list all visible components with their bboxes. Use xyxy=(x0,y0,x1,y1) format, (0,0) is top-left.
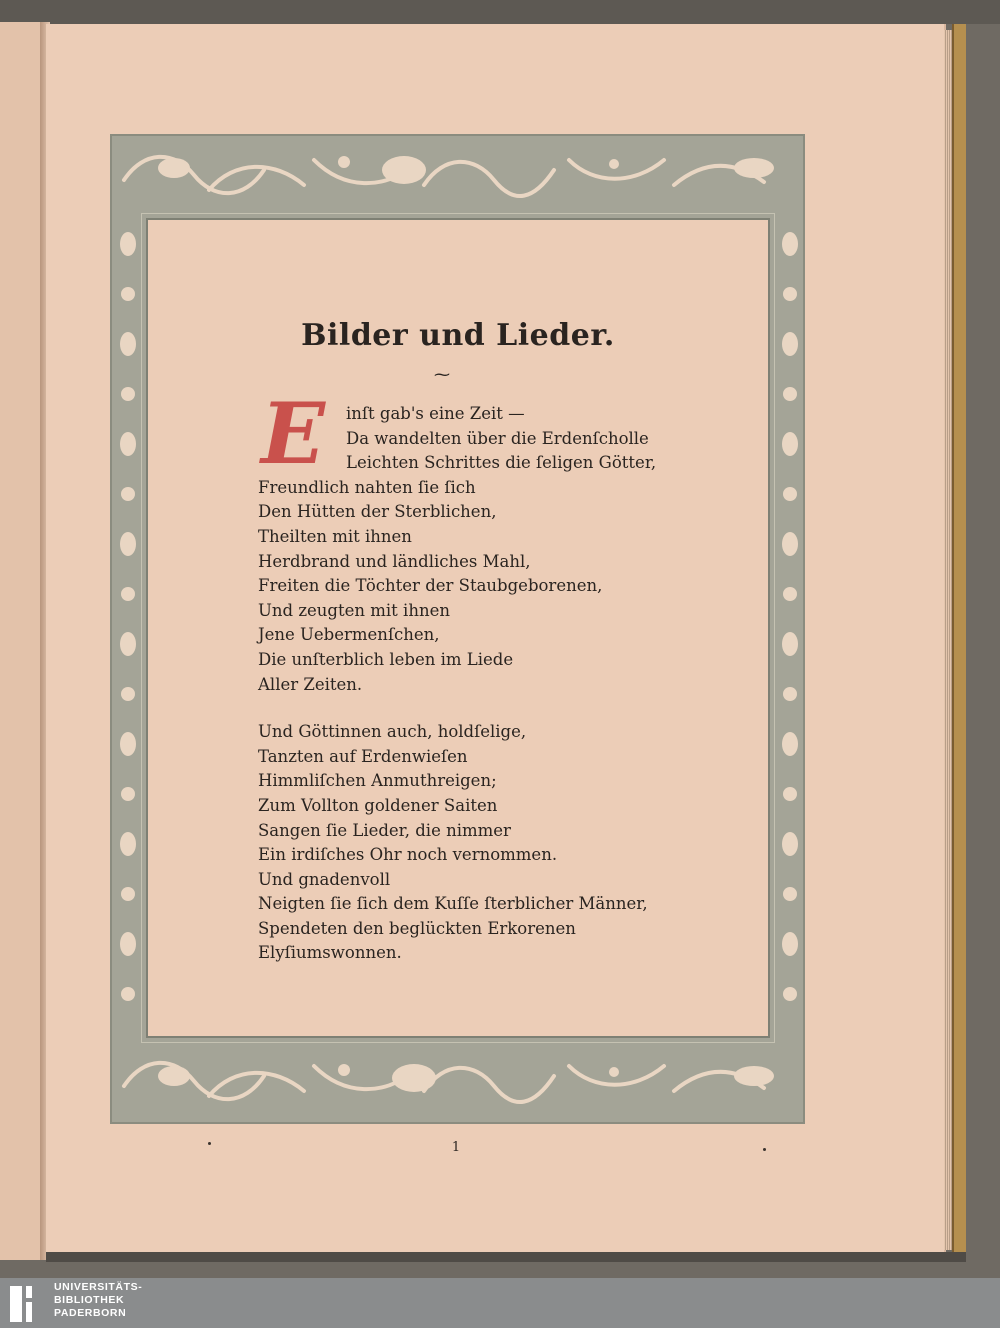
decorated-initial: E xyxy=(260,384,326,483)
poem-line: Zum Vollton goldener Saiten xyxy=(258,795,498,815)
poem-line: Leichten Schrittes die ſeligen Götter, xyxy=(346,453,657,473)
book-cover-edge xyxy=(0,0,1000,24)
page-number: 1 xyxy=(451,1140,461,1155)
poem-line: Und zeugten mit ihnen xyxy=(258,600,450,620)
bottom-ornament-band xyxy=(114,1046,800,1116)
poem-line: Da wandelten über die Erdenſcholle xyxy=(346,428,649,448)
poem-line: Jene Uebermenſchen, xyxy=(258,625,440,645)
poem-line: Theilten mit ihnen xyxy=(258,526,412,546)
top-ornament-band xyxy=(114,140,800,210)
book-bottom-edge xyxy=(46,1252,966,1262)
poem-line: Sangen ſie Lieder, die nimmer xyxy=(258,820,511,840)
fleuron-ornament-icon: ⁓ xyxy=(434,365,450,384)
poem-line: Aller Zeiten. xyxy=(258,674,363,694)
right-ornament-column xyxy=(778,214,802,1044)
poem-line: Neigten ſie ſich dem Kuſſe ſterblicher Männer, xyxy=(258,894,648,914)
poem-line: Tanzten auf Erdenwieſen xyxy=(258,746,468,766)
library-name-line3: PADERBORN xyxy=(54,1307,127,1319)
poem-line: Freundlich nahten ſie ſich xyxy=(258,477,476,497)
poem-line: Und gnadenvoll xyxy=(258,869,391,889)
poem-line: Den Hütten der Sterblichen, xyxy=(258,502,497,522)
poem-line: Elyſiumswonnen. xyxy=(258,943,402,963)
poem-line: Ein irdiſches Ohr noch vernommen. xyxy=(258,845,558,865)
poem-line: Spendeten den beglückten Erkorenen xyxy=(258,918,576,938)
poem-line: Und Göttinnen auch, holdſelige, xyxy=(258,722,527,742)
poem xyxy=(258,402,728,966)
poem-line: Die unſterblich leben im Liede xyxy=(258,649,514,669)
poem-line: Freiten die Töchter der Staubgeborenen, xyxy=(258,576,603,596)
page-title: Bilder und Lieder. xyxy=(301,318,615,353)
left-ornament-column xyxy=(116,214,140,1044)
library-logo-icon xyxy=(8,1284,48,1324)
poem-line: inſt gab's eine Zeit — xyxy=(346,404,525,423)
library-footer xyxy=(0,1278,1000,1328)
poem-line: Himmliſchen Anmuthreigen; xyxy=(258,771,497,791)
page-edges xyxy=(944,30,952,1250)
library-name-line1: UNIVERSITÄTS- xyxy=(54,1281,143,1293)
library-name-line2: BIBLIOTHEK xyxy=(54,1294,125,1306)
stanza-break xyxy=(258,697,728,720)
book-spine xyxy=(952,24,966,1260)
speck xyxy=(763,1148,766,1151)
poem-line: Herdbrand und ländliches Mahl, xyxy=(258,551,531,571)
left-page-edge xyxy=(0,22,42,1260)
speck xyxy=(208,1142,211,1145)
